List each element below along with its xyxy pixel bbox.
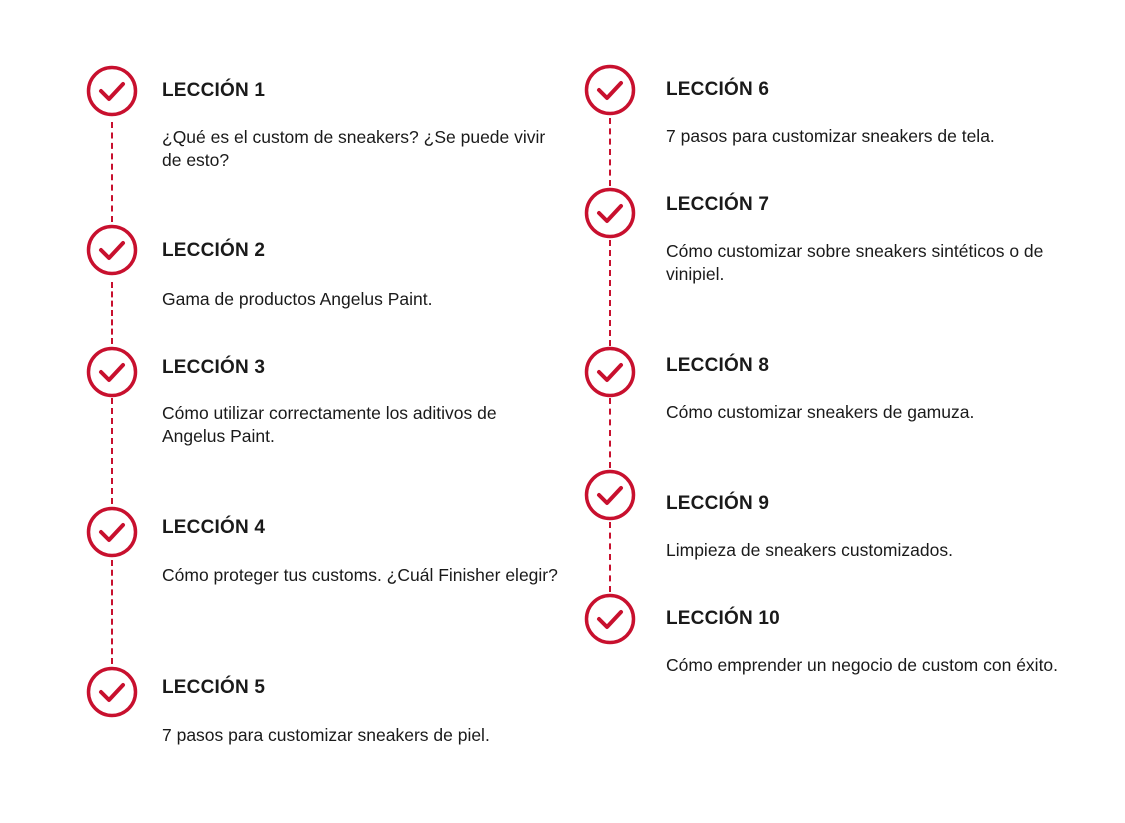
- check-circle-icon: [86, 346, 138, 398]
- lesson-description: Cómo proteger tus customs. ¿Cuál Finisher elegir?: [162, 565, 558, 585]
- timeline-connector: [609, 240, 611, 346]
- check-circle-icon: [584, 593, 636, 645]
- timeline-connector: [111, 282, 113, 344]
- timeline-connector: [111, 122, 113, 222]
- timeline-connector: [111, 560, 113, 664]
- lesson-title: LECCIÓN 3: [162, 357, 266, 378]
- timeline-connector: [609, 522, 611, 592]
- lessons-column-left: [86, 0, 566, 823]
- lesson-title: LECCIÓN 4: [162, 517, 266, 538]
- check-circle-icon: [584, 187, 636, 239]
- lesson-title: LECCIÓN 5: [162, 677, 266, 698]
- check-circle-icon: [584, 64, 636, 116]
- lesson-description: Cómo utilizar correctamente los aditivos de Angelus Paint.: [162, 403, 497, 446]
- check-circle-icon: [86, 65, 138, 117]
- lesson-description: ¿Qué es el custom de sneakers? ¿Se puede vivir de esto?: [162, 127, 546, 170]
- lesson-description: Gama de productos Angelus Paint.: [162, 289, 433, 309]
- lesson-title: LECCIÓN 8: [666, 355, 770, 376]
- lesson-description: 7 pasos para customizar sneakers de tela.: [666, 126, 995, 146]
- lesson-title: LECCIÓN 7: [666, 194, 770, 215]
- check-circle-icon: [584, 469, 636, 521]
- check-circle-icon: [584, 346, 636, 398]
- check-circle-icon: [86, 506, 138, 558]
- timeline-connector: [609, 398, 611, 468]
- lesson-description: Cómo customizar sneakers de gamuza.: [666, 402, 975, 422]
- timeline-connector: [111, 398, 113, 504]
- lessons-column-right: [584, 0, 1104, 823]
- lesson-description: Cómo emprender un negocio de custom con éxito.: [666, 655, 1059, 675]
- lesson-title: LECCIÓN 9: [666, 493, 770, 514]
- check-circle-icon: [86, 666, 138, 718]
- lesson-title: LECCIÓN 1: [162, 80, 266, 101]
- lesson-description: 7 pasos para customizar sneakers de piel.: [162, 725, 490, 745]
- check-circle-icon: [86, 224, 138, 276]
- lesson-title: LECCIÓN 6: [666, 79, 770, 100]
- lesson-description: Cómo customizar sobre sneakers sintéticos o de vinipiel.: [666, 241, 1044, 284]
- timeline-connector: [609, 118, 611, 186]
- lesson-description: Limpieza de sneakers customizados.: [666, 540, 953, 560]
- lesson-title: LECCIÓN 10: [666, 608, 780, 629]
- lesson-title: LECCIÓN 2: [162, 240, 266, 261]
